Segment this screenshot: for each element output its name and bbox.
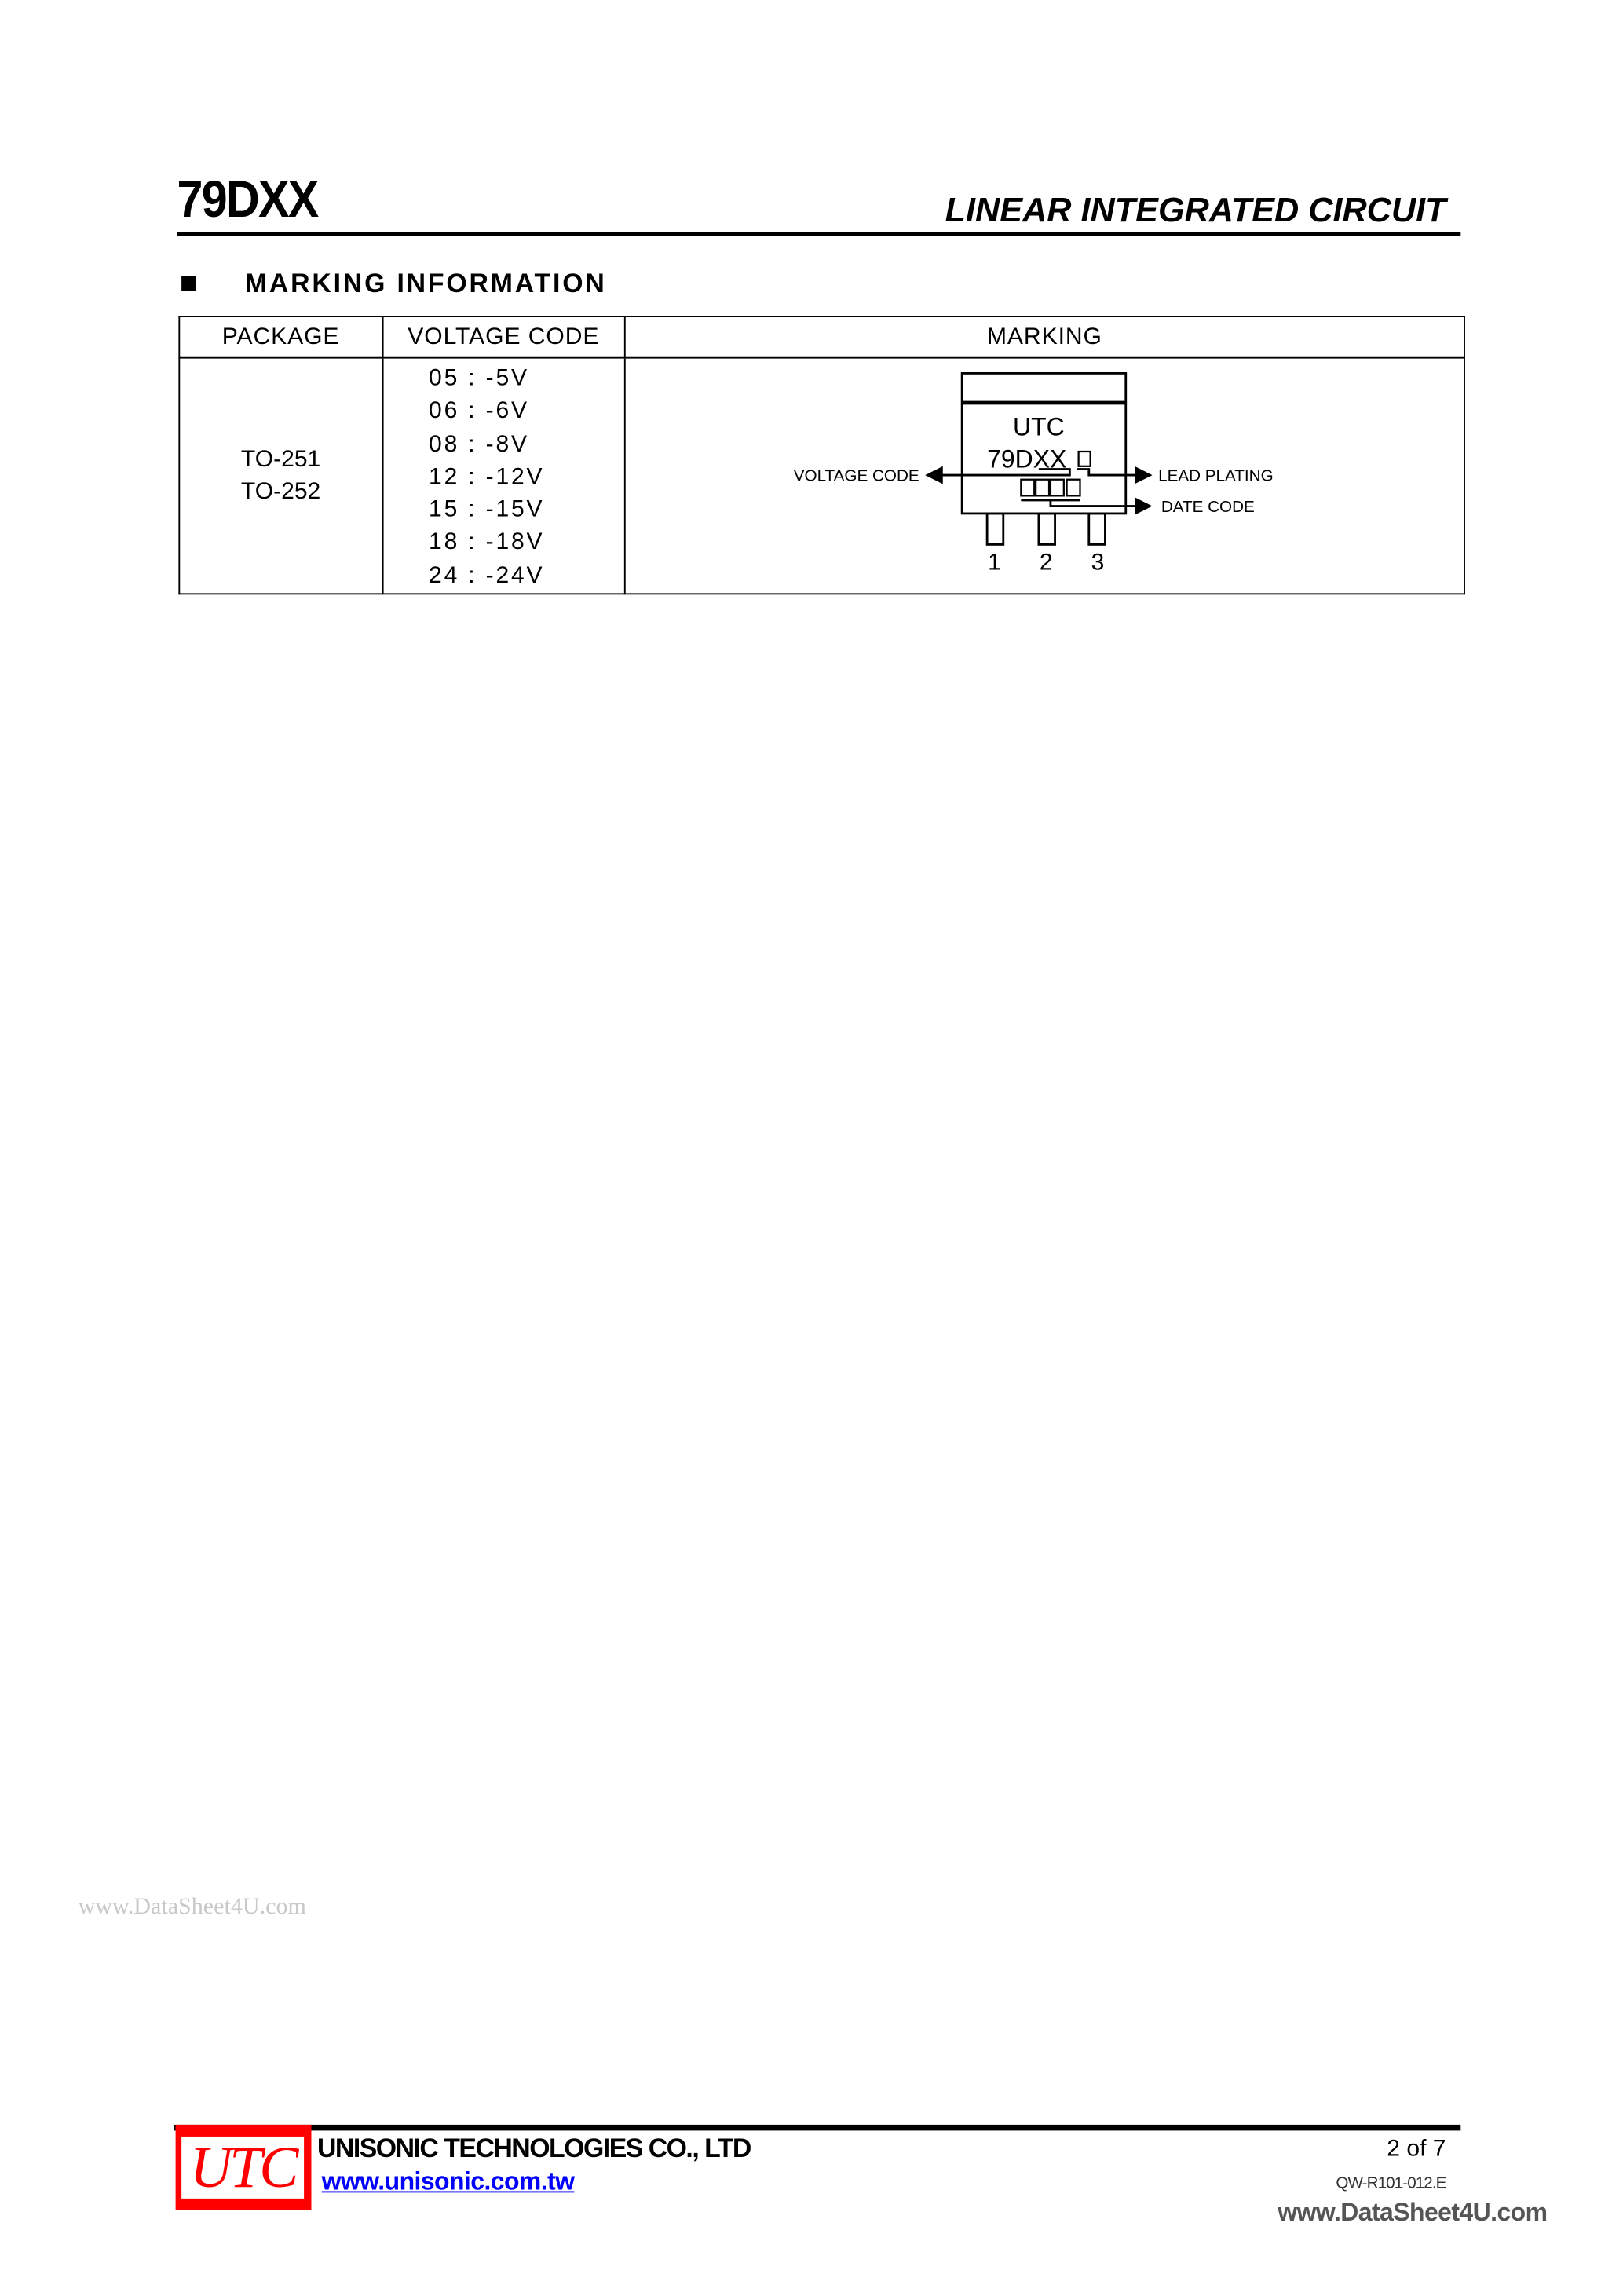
voltage-code: 05 : -5V xyxy=(429,366,529,391)
section-heading: MARKING INFORMATION xyxy=(244,268,607,298)
package-to252: TO-252 xyxy=(240,478,321,504)
voltage-code: 24 : -24V xyxy=(429,563,545,589)
label-date-code: DATE CODE xyxy=(1161,498,1255,517)
voltage-code: 06 : -6V xyxy=(429,398,529,424)
document-title: 79DXX xyxy=(177,170,318,229)
pin-number: 1 xyxy=(988,549,1001,576)
pin-2 xyxy=(1039,514,1055,544)
marking-utc: UTC xyxy=(1013,412,1065,441)
table-header-row xyxy=(179,316,1464,358)
header-voltage-code: VOLTAGE CODE xyxy=(382,316,625,358)
utc-logo-text: UTC xyxy=(181,2137,304,2199)
table-row xyxy=(179,358,1464,594)
page-number: 2 of 7 xyxy=(1387,2136,1446,2162)
pin-number: 3 xyxy=(1091,549,1105,576)
utc-logo xyxy=(176,2125,312,2210)
package-marking-diagram xyxy=(626,360,1464,592)
header-marking: MARKING xyxy=(625,316,1464,358)
arrow-left-icon xyxy=(925,466,943,484)
document-id: QW-R101-012.E xyxy=(1336,2174,1446,2193)
footer-rule xyxy=(174,2125,1461,2131)
square-bullet-icon xyxy=(181,276,196,291)
document-subtitle: LINEAR INTEGRATED CIRCUIT xyxy=(945,190,1446,229)
label-lead-plating: LEAD PLATING xyxy=(1158,466,1274,485)
marking-part-number: 79DXX xyxy=(987,444,1067,473)
arrow-right-icon xyxy=(1135,466,1153,484)
voltage-code: 12 : -12V xyxy=(429,464,545,490)
package-body xyxy=(962,373,1126,514)
package-cell xyxy=(179,358,382,594)
website-link[interactable]: www.unisonic.com.tw xyxy=(321,2167,575,2196)
header-rule xyxy=(177,232,1460,236)
pin-1 xyxy=(987,514,1003,544)
pin-number: 2 xyxy=(1039,549,1053,576)
voltage-code: 15 : -15V xyxy=(429,497,545,523)
arrow-right-icon xyxy=(1135,497,1153,515)
company-name: UNISONIC TECHNOLOGIES CO., LTD xyxy=(317,2133,751,2163)
voltage-code: 18 : -18V xyxy=(429,530,545,556)
voltage-code: 08 : -8V xyxy=(429,431,529,457)
watermark-left: www.DataSheet4U.com xyxy=(78,1894,306,1920)
voltage-code-cell xyxy=(382,358,625,594)
package-to251: TO-251 xyxy=(240,446,321,472)
label-voltage-code: VOLTAGE CODE xyxy=(793,466,919,485)
marking-cell xyxy=(625,358,1464,594)
marking-table xyxy=(178,316,1465,594)
watermark-right: www.DataSheet4U.com xyxy=(1278,2198,1548,2227)
header-package: PACKAGE xyxy=(179,316,382,358)
pin-3 xyxy=(1089,514,1106,544)
